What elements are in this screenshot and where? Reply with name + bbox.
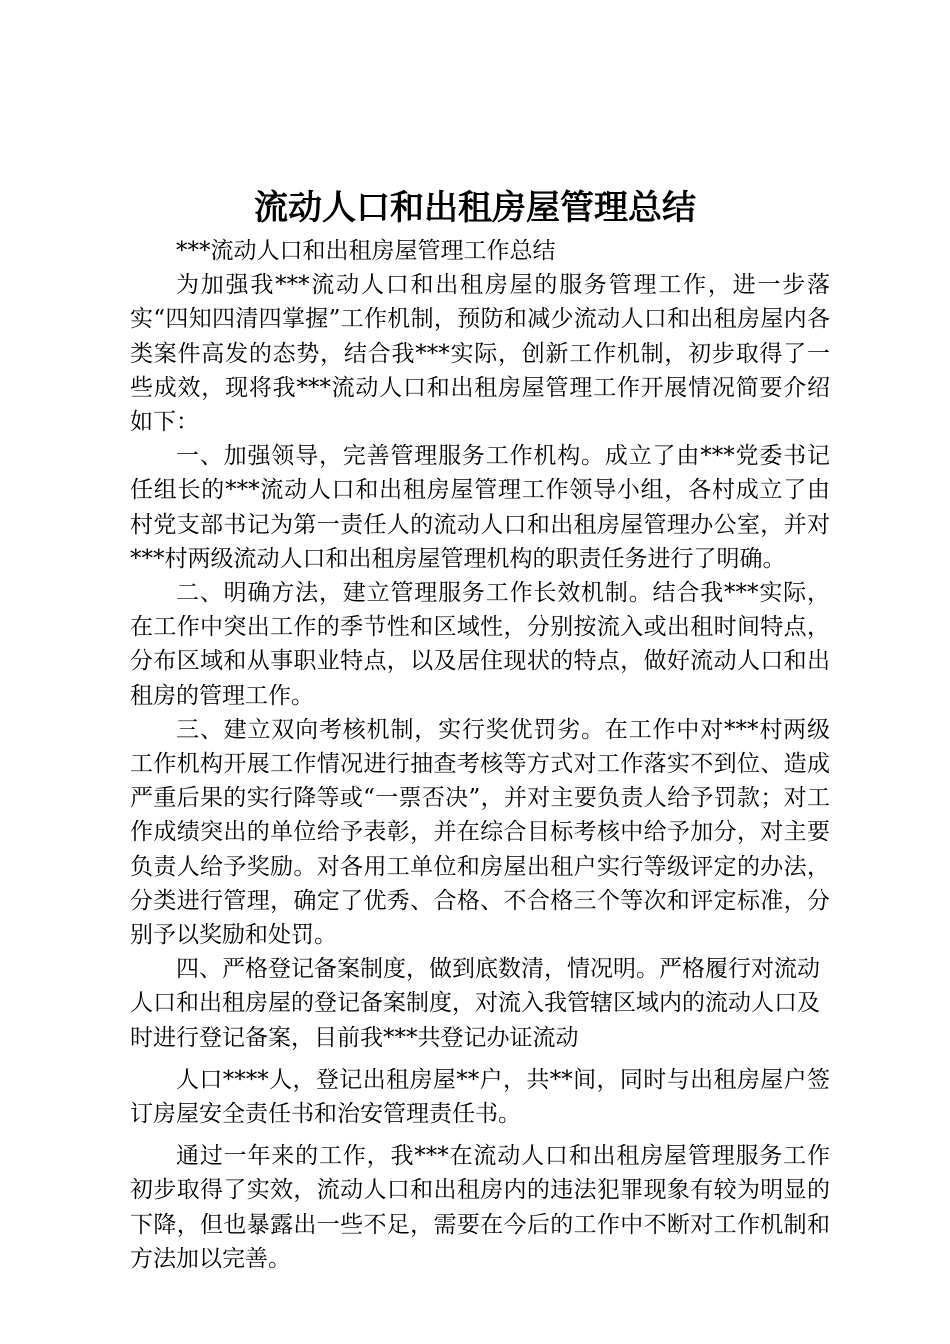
section-2-paragraph: 二、明确方法，建立管理服务工作长效机制。结合我***实际，在工作中突出工作的季节性和区域性，分别按流入或出租时间特点，分布区域和从事职业特点，以及居住现状的特点，做好流动人口和出租房的管理工作。 [130, 580, 830, 709]
intro-paragraph: 为加强我***流动人口和出租房屋的服务管理工作，进一步落实“四知四清四掌握”工作机制，预防和减少流动人口和出租房屋内各类案件高发的态势，结合我***实际，创新工作机制，初步取得了一些成效，现将我***流动人口和出租房屋管理工作开展情况简要介绍如下： [130, 272, 830, 436]
document-body [130, 234, 830, 1276]
section-4-paragraph: 四、严格登记备案制度，做到底数清，情况明。严格履行对流动人口和出租房屋的登记备案制度，对流入我管辖区域内的流动人口及时进行登记备案，目前我***共登记办证流动 [130, 956, 820, 1051]
section-3-paragraph: 三、建立双向考核机制，实行奖优罚劣。在工作中对***村两级工作机构开展工作情况进行抽查考核等方式对工作落实不到位、造成严重后果的实行降等或“一票否决”，并对主要负责人给予罚款；对工作成绩突出的单位给予表彰，并在综合目标考核中给予加分，对主要负责人给予奖励。对各用工单位和房屋出租户实行等级评定的办法，分类进行管理，确定了优秀、合格、不合格三个等次和评定标准，分别予以奖励和处罚。 [130, 716, 830, 949]
section-1-paragraph: 一、加强领导，完善管理服务工作机构。成立了由***党委书记任组长的***流动人口和出租房屋管理工作领导小组，各村成立了由村党支部书记为第一责任人的流动人口和出租房屋管理办公室，并对***村两级流动人口和出租房屋管理机构的职责任务进行了明确。 [130, 443, 830, 572]
conclusion-paragraph: 通过一年来的工作，我***在流动人口和出租房屋管理服务工作初步取得了实效，流动人口和出租房内的违法犯罪现象有较为明显的下降，但也暴露出一些不足，需要在今后的工作中不断对工作机制和方法加以完善。 [130, 1143, 830, 1272]
document-subtitle: ***流动人口和出租房屋管理工作总结 [176, 238, 556, 264]
document-title: 流动人口和出租房屋管理总结 [254, 188, 696, 228]
section-4-continuation: 人口****人，登记出租房屋**户，共**间，同时与出租房屋户签订房屋安全责任书和治安管理责任书。 [130, 1066, 830, 1128]
